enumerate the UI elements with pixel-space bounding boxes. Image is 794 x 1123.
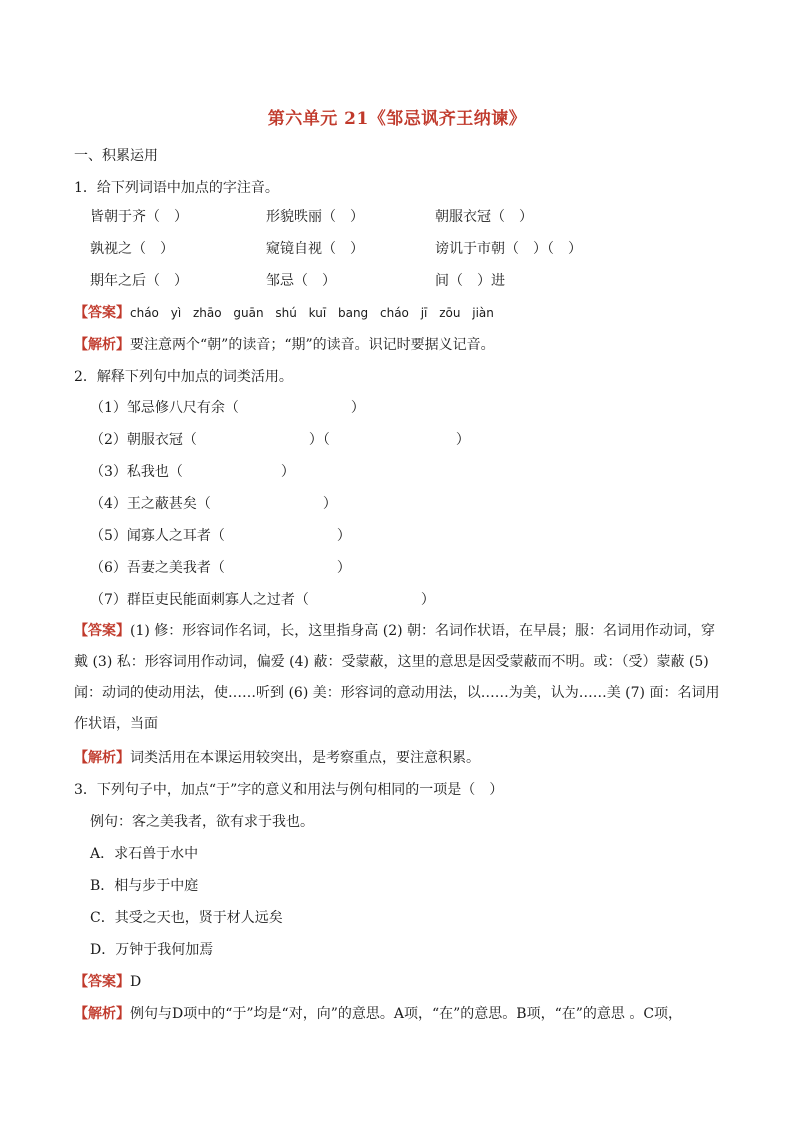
q2-answer: [74, 616, 722, 740]
q1-item: 间（ ）进: [435, 273, 505, 289]
q2-stem: 2．解释下列句中加点的词类活用。: [74, 369, 293, 385]
q3-stem: 3．下列句子中，加点“于”字的意义和用法与例句相同的一项是（ ）: [74, 782, 504, 798]
q2-item: （5）闻寡人之耳者（ ）: [90, 528, 351, 544]
q1-item: 朝服衣冠（ ）: [435, 209, 533, 225]
q1-item: 谤讥于市朝（ ）（ ）: [435, 241, 582, 257]
q3-option: D．万钟于我何加焉: [90, 942, 214, 958]
answer-text: (1) 修：形容词作名词，长，这里指身高 (2) 朝：名词作状语，在早晨；服：名词用作动词，穿戴 (3) 私：形容词用作动词，偏爱 (4) 蔽：受蒙蔽，这里的意思是因受蒙蔽而不明。或：（受）蒙蔽 (5) 闻：动词的使动用法，使……听到 (6) 美：形容词的意动用法，以……为美，认为……美 (7) 面：名词用作状语，当面: [74, 623, 720, 732]
answer-tag: 【答案】: [74, 623, 130, 639]
q1-analysis: [74, 335, 495, 355]
q1-stem: 1．给下列词语中加点的字注音。: [74, 180, 279, 196]
answer-tag: 【答案】: [74, 974, 130, 990]
q1-item: 期年之后（ ）: [90, 273, 188, 289]
q2-item: （4）王之蔽甚矣（ ）: [90, 496, 337, 512]
q3-answer: [74, 972, 141, 992]
analysis-tag: 【解析】: [74, 1006, 130, 1022]
analysis-tag: 【解析】: [74, 337, 130, 353]
q1-item: 皆朝于齐（ ）: [90, 209, 188, 225]
answer-text: cháo yì zhāo guān shú kuī bang cháo jī zōu jiàn: [130, 306, 494, 320]
q2-item: （1）邹忌修八尺有余（ ）: [90, 400, 365, 416]
analysis-tag: 【解析】: [74, 750, 130, 766]
section-heading: 一、积累运用: [74, 148, 158, 164]
q3-example: 例句：客之美我者，欲有求于我也。: [90, 814, 314, 830]
answer-text: D: [130, 974, 142, 990]
analysis-text: 例句与D项中的“于”均是“对，向”的意思。A项，“在”的意思。B项，“在”的意思 。C项，: [130, 1006, 683, 1022]
q2-item: （7）群臣吏民能面刺寡人之过者（ ）: [90, 592, 435, 608]
q3-analysis: [74, 1004, 682, 1024]
q3-option: B．相与步于中庭: [90, 878, 199, 894]
q2-item: （3）私我也（ ）: [90, 464, 295, 480]
q1-answer: [74, 303, 494, 323]
analysis-text: 要注意两个“朝”的读音；“期”的读音。识记时要据义记音。: [130, 337, 495, 353]
q2-item: （2）朝服衣冠（ ）（ ）: [90, 432, 470, 448]
q3-option: C．其受之天也，贤于材人远矣: [90, 910, 283, 926]
q1-item: 孰视之（ ）: [90, 241, 174, 257]
analysis-text: 词类活用在本课运用较突出，是考察重点，要注意积累。: [130, 750, 480, 766]
q1-item: 窥镜自视（ ）: [266, 241, 364, 257]
q3-option: A．求石兽于水中: [90, 846, 199, 862]
q1-item: 形貌昳丽（ ）: [266, 209, 364, 225]
page-title: 第六单元 21《邹忌讽齐王纳谏》: [267, 109, 527, 129]
q2-item: （6）吾妻之美我者（ ）: [90, 560, 351, 576]
answer-tag: 【答案】: [74, 305, 130, 321]
q1-item: 邹忌（ ）: [266, 273, 336, 289]
q2-analysis: [74, 748, 480, 768]
